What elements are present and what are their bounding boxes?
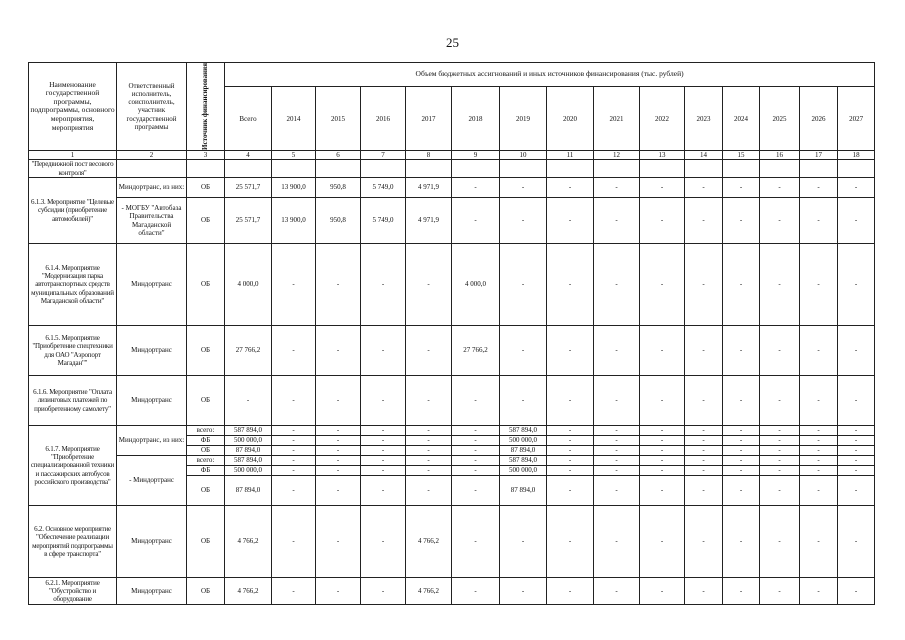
value-year: - xyxy=(800,506,838,578)
value-year: - xyxy=(760,376,800,426)
row-source: ОБ xyxy=(187,198,225,244)
value-year: 4 000,0 xyxy=(452,244,500,326)
value-year: - xyxy=(272,578,316,605)
value-year: - xyxy=(452,436,500,446)
row-source: ОБ xyxy=(187,244,225,326)
header-year: 2020 xyxy=(547,87,594,151)
value-year: - xyxy=(800,178,838,198)
value-year: - xyxy=(640,476,685,506)
row-name: 6.2.1. Мероприятие "Обустройство и оборудование xyxy=(29,578,117,605)
value-total: 4 766,2 xyxy=(225,578,272,605)
value-year: - xyxy=(640,456,685,466)
value-year: - xyxy=(838,198,875,244)
value-year: - xyxy=(500,578,547,605)
table-row xyxy=(29,456,875,466)
value-year: - xyxy=(685,376,723,426)
value-year: - xyxy=(640,198,685,244)
value-year: - xyxy=(547,446,594,456)
value-year: - xyxy=(685,178,723,198)
value-year: - xyxy=(800,578,838,605)
value-year: - xyxy=(800,456,838,466)
value-year: - xyxy=(547,456,594,466)
value-year: - xyxy=(452,198,500,244)
value-total: 25 571,7 xyxy=(225,198,272,244)
value-year: - xyxy=(723,446,760,456)
value-year: 4 766,2 xyxy=(406,578,452,605)
header-year: 2017 xyxy=(406,87,452,151)
header-total: Всего xyxy=(225,87,272,151)
value-year: - xyxy=(685,198,723,244)
header-year: 2027 xyxy=(838,87,875,151)
page-number: 25 xyxy=(446,35,459,50)
value-year: - xyxy=(272,244,316,326)
row-source: всего: xyxy=(187,456,225,466)
value-year: - xyxy=(272,326,316,376)
value-year: - xyxy=(316,436,361,446)
value-year: - xyxy=(500,178,547,198)
row-responsible: Миндортранс xyxy=(117,578,187,605)
value-year: - xyxy=(272,436,316,446)
value-year: - xyxy=(361,446,406,456)
value-year: - xyxy=(361,456,406,466)
row-name: 6.1.5. Мероприятие "Приобретение спецтехники для ОАО "Аэропорт Магадан"" xyxy=(29,326,117,376)
header-name: Наименование государственной программы, подпрограммы, основного мероприятия, мероприятия xyxy=(29,63,117,151)
table-row xyxy=(29,376,875,426)
value-year: - xyxy=(838,456,875,466)
value-year: - xyxy=(838,376,875,426)
value-year: - xyxy=(723,456,760,466)
value-year: - xyxy=(316,476,361,506)
value-year: - xyxy=(640,578,685,605)
col-number: 9 xyxy=(452,150,500,159)
value-year: - xyxy=(760,178,800,198)
value-year: - xyxy=(272,466,316,476)
value-year: - xyxy=(594,178,640,198)
value-year: - xyxy=(723,578,760,605)
value-total: 4 766,2 xyxy=(225,506,272,578)
value-year: - xyxy=(547,376,594,426)
value-year: - xyxy=(361,426,406,436)
value-year: - xyxy=(800,376,838,426)
value-year: - xyxy=(500,506,547,578)
value-year: - xyxy=(838,178,875,198)
value-year: - xyxy=(500,244,547,326)
value-year: - xyxy=(685,466,723,476)
value-year: - xyxy=(316,326,361,376)
value-total: 587 894,0 xyxy=(225,456,272,466)
column-numbers-row xyxy=(29,150,875,159)
value-year: - xyxy=(640,426,685,436)
col-number: 16 xyxy=(760,150,800,159)
row-source: ОБ xyxy=(187,446,225,456)
value-year: - xyxy=(406,326,452,376)
value-year: 4 766,2 xyxy=(406,506,452,578)
value-year: - xyxy=(723,436,760,446)
row-source: ФБ xyxy=(187,466,225,476)
col-number: 3 xyxy=(187,150,225,159)
value-total: 25 571,7 xyxy=(225,178,272,198)
value-year: - xyxy=(800,198,838,244)
value-year: - xyxy=(361,326,406,376)
value-year: - xyxy=(760,506,800,578)
row-responsible: Миндортранс xyxy=(117,376,187,426)
value-year: - xyxy=(316,376,361,426)
value-year: 950,8 xyxy=(316,198,361,244)
value-year: - xyxy=(760,244,800,326)
value-year: - xyxy=(500,376,547,426)
value-year: - xyxy=(800,466,838,476)
value-total: - xyxy=(225,376,272,426)
value-year: - xyxy=(800,436,838,446)
header-year: 2022 xyxy=(640,87,685,151)
row-name: "Передвижной пост весового контроля" xyxy=(29,160,117,178)
value-year: - xyxy=(838,244,875,326)
value-total: 87 894,0 xyxy=(225,476,272,506)
col-number: 10 xyxy=(500,150,547,159)
value-year: - xyxy=(452,178,500,198)
table-row xyxy=(29,578,875,605)
value-total: 500 000,0 xyxy=(225,436,272,446)
table-row xyxy=(29,506,875,578)
value-total: 4 000,0 xyxy=(225,244,272,326)
value-year: - xyxy=(723,476,760,506)
value-year: - xyxy=(272,476,316,506)
value-year: - xyxy=(760,456,800,466)
value-year: 5 749,0 xyxy=(361,178,406,198)
col-number: 2 xyxy=(117,150,187,159)
value-year: - xyxy=(547,578,594,605)
value-year: - xyxy=(760,446,800,456)
value-year: - xyxy=(685,426,723,436)
value-year: - xyxy=(272,426,316,436)
value-year: - xyxy=(760,326,800,376)
col-number: 15 xyxy=(723,150,760,159)
row-responsible: Миндортранс, из них: xyxy=(117,426,187,456)
header-year: 2019 xyxy=(500,87,547,151)
value-year: - xyxy=(547,198,594,244)
value-year: - xyxy=(723,326,760,376)
value-year: - xyxy=(760,436,800,446)
col-number: 7 xyxy=(361,150,406,159)
row-responsible: Миндортранс xyxy=(117,326,187,376)
row-name: 6.1.6. Мероприятие "Оплата лизинговых платежей по приобретенному самолету" xyxy=(29,376,117,426)
row-responsible: Миндортранс xyxy=(117,506,187,578)
value-year: - xyxy=(406,456,452,466)
value-year: 587 894,0 xyxy=(500,456,547,466)
value-year: - xyxy=(594,578,640,605)
row-responsible: Миндортранс xyxy=(117,244,187,326)
value-year: - xyxy=(760,466,800,476)
table-row xyxy=(29,198,875,244)
col-number: 5 xyxy=(272,150,316,159)
row-source: ОБ xyxy=(187,506,225,578)
value-year: - xyxy=(838,506,875,578)
col-number: 4 xyxy=(225,150,272,159)
col-number: 18 xyxy=(838,150,875,159)
header-row-1 xyxy=(29,63,875,87)
value-year: - xyxy=(500,326,547,376)
header-year: 2014 xyxy=(272,87,316,151)
value-year: - xyxy=(685,436,723,446)
value-year: - xyxy=(406,244,452,326)
value-year: 500 000,0 xyxy=(500,466,547,476)
value-year: - xyxy=(838,446,875,456)
value-year: - xyxy=(723,466,760,476)
value-year: - xyxy=(361,506,406,578)
value-year: - xyxy=(685,244,723,326)
row-name: 6.1.7. Мероприятие "Приобретение специализированной техники и пассажирских автобусов российского производства" xyxy=(29,426,117,506)
col-number: 17 xyxy=(800,150,838,159)
row-source: ОБ xyxy=(187,578,225,605)
value-year: - xyxy=(316,466,361,476)
value-total: 587 894,0 xyxy=(225,426,272,436)
row-source: ОБ xyxy=(187,476,225,506)
value-year: - xyxy=(547,466,594,476)
header-responsible: Ответственный исполнитель, соисполнитель, участник государственной программы xyxy=(117,63,187,151)
value-year: - xyxy=(500,198,547,244)
value-year: - xyxy=(685,476,723,506)
value-year: - xyxy=(406,426,452,436)
row-source: всего: xyxy=(187,426,225,436)
row-responsible: Миндортранс, из них: xyxy=(117,178,187,198)
value-year: - xyxy=(685,456,723,466)
value-year: - xyxy=(760,578,800,605)
table-row xyxy=(29,244,875,326)
value-year: - xyxy=(406,436,452,446)
value-year: 13 900,0 xyxy=(272,198,316,244)
col-number: 14 xyxy=(685,150,723,159)
value-year: - xyxy=(406,446,452,456)
value-year: - xyxy=(547,426,594,436)
header-year: 2023 xyxy=(685,87,723,151)
value-year: - xyxy=(594,426,640,436)
value-year: - xyxy=(800,326,838,376)
value-year: - xyxy=(594,466,640,476)
value-year: - xyxy=(594,376,640,426)
value-year: - xyxy=(723,506,760,578)
value-year: - xyxy=(361,466,406,476)
value-year: 4 971,9 xyxy=(406,178,452,198)
value-year: - xyxy=(316,456,361,466)
value-year: - xyxy=(640,446,685,456)
value-year: - xyxy=(272,446,316,456)
row-source: ОБ xyxy=(187,326,225,376)
value-year: 13 900,0 xyxy=(272,178,316,198)
value-year: - xyxy=(760,476,800,506)
value-year: - xyxy=(316,506,361,578)
value-year: - xyxy=(594,456,640,466)
row-name: 6.1.4. Мероприятие "Модернизация парка автотранспортных средств муниципальных образований Магаданской области" xyxy=(29,244,117,326)
value-year: - xyxy=(452,456,500,466)
value-year: - xyxy=(838,476,875,506)
value-year: - xyxy=(594,506,640,578)
value-year: 27 766,2 xyxy=(452,326,500,376)
value-year: 587 894,0 xyxy=(500,426,547,436)
col-number: 1 xyxy=(29,150,117,159)
header-year: 2015 xyxy=(316,87,361,151)
table-row xyxy=(29,178,875,198)
header-year: 2021 xyxy=(594,87,640,151)
value-year: - xyxy=(640,436,685,446)
value-year: - xyxy=(547,326,594,376)
col-number: 11 xyxy=(547,150,594,159)
value-year: - xyxy=(594,198,640,244)
value-year: - xyxy=(723,198,760,244)
value-year: - xyxy=(406,376,452,426)
value-year: - xyxy=(452,506,500,578)
value-year: - xyxy=(838,578,875,605)
value-year: - xyxy=(685,506,723,578)
value-year: - xyxy=(594,244,640,326)
header-year: 2018 xyxy=(452,87,500,151)
row-name: 6.2. Основное мероприятие "Обеспечение реализации мероприятий подпрограммы в сфере транспорта" xyxy=(29,506,117,578)
value-year: - xyxy=(640,506,685,578)
value-year: - xyxy=(406,466,452,476)
header-year: 2026 xyxy=(800,87,838,151)
value-year: - xyxy=(452,476,500,506)
value-year: - xyxy=(547,506,594,578)
value-year: - xyxy=(723,376,760,426)
row-source: ФБ xyxy=(187,436,225,446)
header-volume: Объем бюджетных ассигнований и иных источников финансирования (тыс. рублей) xyxy=(225,63,875,87)
value-year: - xyxy=(838,426,875,436)
col-number: 6 xyxy=(316,150,361,159)
value-total: 87 894,0 xyxy=(225,446,272,456)
value-year: - xyxy=(640,178,685,198)
value-year: 5 749,0 xyxy=(361,198,406,244)
value-year: - xyxy=(316,578,361,605)
value-year: - xyxy=(838,436,875,446)
value-year: - xyxy=(452,446,500,456)
table-row xyxy=(29,326,875,376)
budget-table xyxy=(28,62,875,605)
value-year: - xyxy=(316,244,361,326)
table-row xyxy=(29,426,875,436)
value-year: - xyxy=(361,578,406,605)
header-source-label: Источник финансирования xyxy=(201,63,210,150)
header-source xyxy=(187,63,225,151)
value-total: 27 766,2 xyxy=(225,326,272,376)
value-year: 4 971,9 xyxy=(406,198,452,244)
row-source: ОБ xyxy=(187,178,225,198)
value-year: - xyxy=(640,376,685,426)
value-year: - xyxy=(760,426,800,436)
row-responsible: - МОГБУ "Автобаза Правительства Магаданской области" xyxy=(117,198,187,244)
header-year: 2025 xyxy=(760,87,800,151)
value-year: - xyxy=(547,178,594,198)
header-year: 2024 xyxy=(723,87,760,151)
value-year: - xyxy=(723,178,760,198)
value-year: - xyxy=(272,506,316,578)
value-year: 87 894,0 xyxy=(500,446,547,456)
value-year: - xyxy=(594,326,640,376)
value-year: - xyxy=(316,426,361,436)
value-year: - xyxy=(685,326,723,376)
value-year: - xyxy=(838,326,875,376)
value-year: - xyxy=(316,446,361,456)
col-number: 12 xyxy=(594,150,640,159)
row-name: 6.1.3. Мероприятие "Целевые субсидии (приобретение автомобилей)" xyxy=(29,178,117,244)
value-year: - xyxy=(800,426,838,436)
value-year: 87 894,0 xyxy=(500,476,547,506)
value-year: - xyxy=(594,476,640,506)
value-year: - xyxy=(723,426,760,436)
value-year: - xyxy=(640,326,685,376)
value-year: - xyxy=(361,476,406,506)
value-year: - xyxy=(723,244,760,326)
value-year: - xyxy=(640,466,685,476)
value-year: - xyxy=(838,466,875,476)
value-year: 500 000,0 xyxy=(500,436,547,446)
value-year: - xyxy=(452,376,500,426)
value-year: 950,8 xyxy=(316,178,361,198)
value-year: - xyxy=(452,466,500,476)
value-year: - xyxy=(361,376,406,426)
value-year: - xyxy=(547,476,594,506)
table-row xyxy=(29,160,875,178)
value-year: - xyxy=(685,578,723,605)
value-year: - xyxy=(361,244,406,326)
value-year: - xyxy=(760,198,800,244)
header-year: 2016 xyxy=(361,87,406,151)
value-year: - xyxy=(547,436,594,446)
value-year: - xyxy=(272,456,316,466)
row-responsible: - Миндортранс xyxy=(117,456,187,506)
value-year: - xyxy=(800,244,838,326)
value-year: - xyxy=(800,446,838,456)
col-number: 13 xyxy=(640,150,685,159)
value-year: - xyxy=(406,476,452,506)
value-year: - xyxy=(685,446,723,456)
value-year: - xyxy=(361,436,406,446)
value-year: - xyxy=(452,426,500,436)
value-year: - xyxy=(594,436,640,446)
col-number: 8 xyxy=(406,150,452,159)
value-year: - xyxy=(272,376,316,426)
value-year: - xyxy=(640,244,685,326)
value-total: 500 000,0 xyxy=(225,466,272,476)
row-source: ОБ xyxy=(187,376,225,426)
value-year: - xyxy=(547,244,594,326)
value-year: - xyxy=(800,476,838,506)
value-year: - xyxy=(594,446,640,456)
value-year: - xyxy=(452,578,500,605)
